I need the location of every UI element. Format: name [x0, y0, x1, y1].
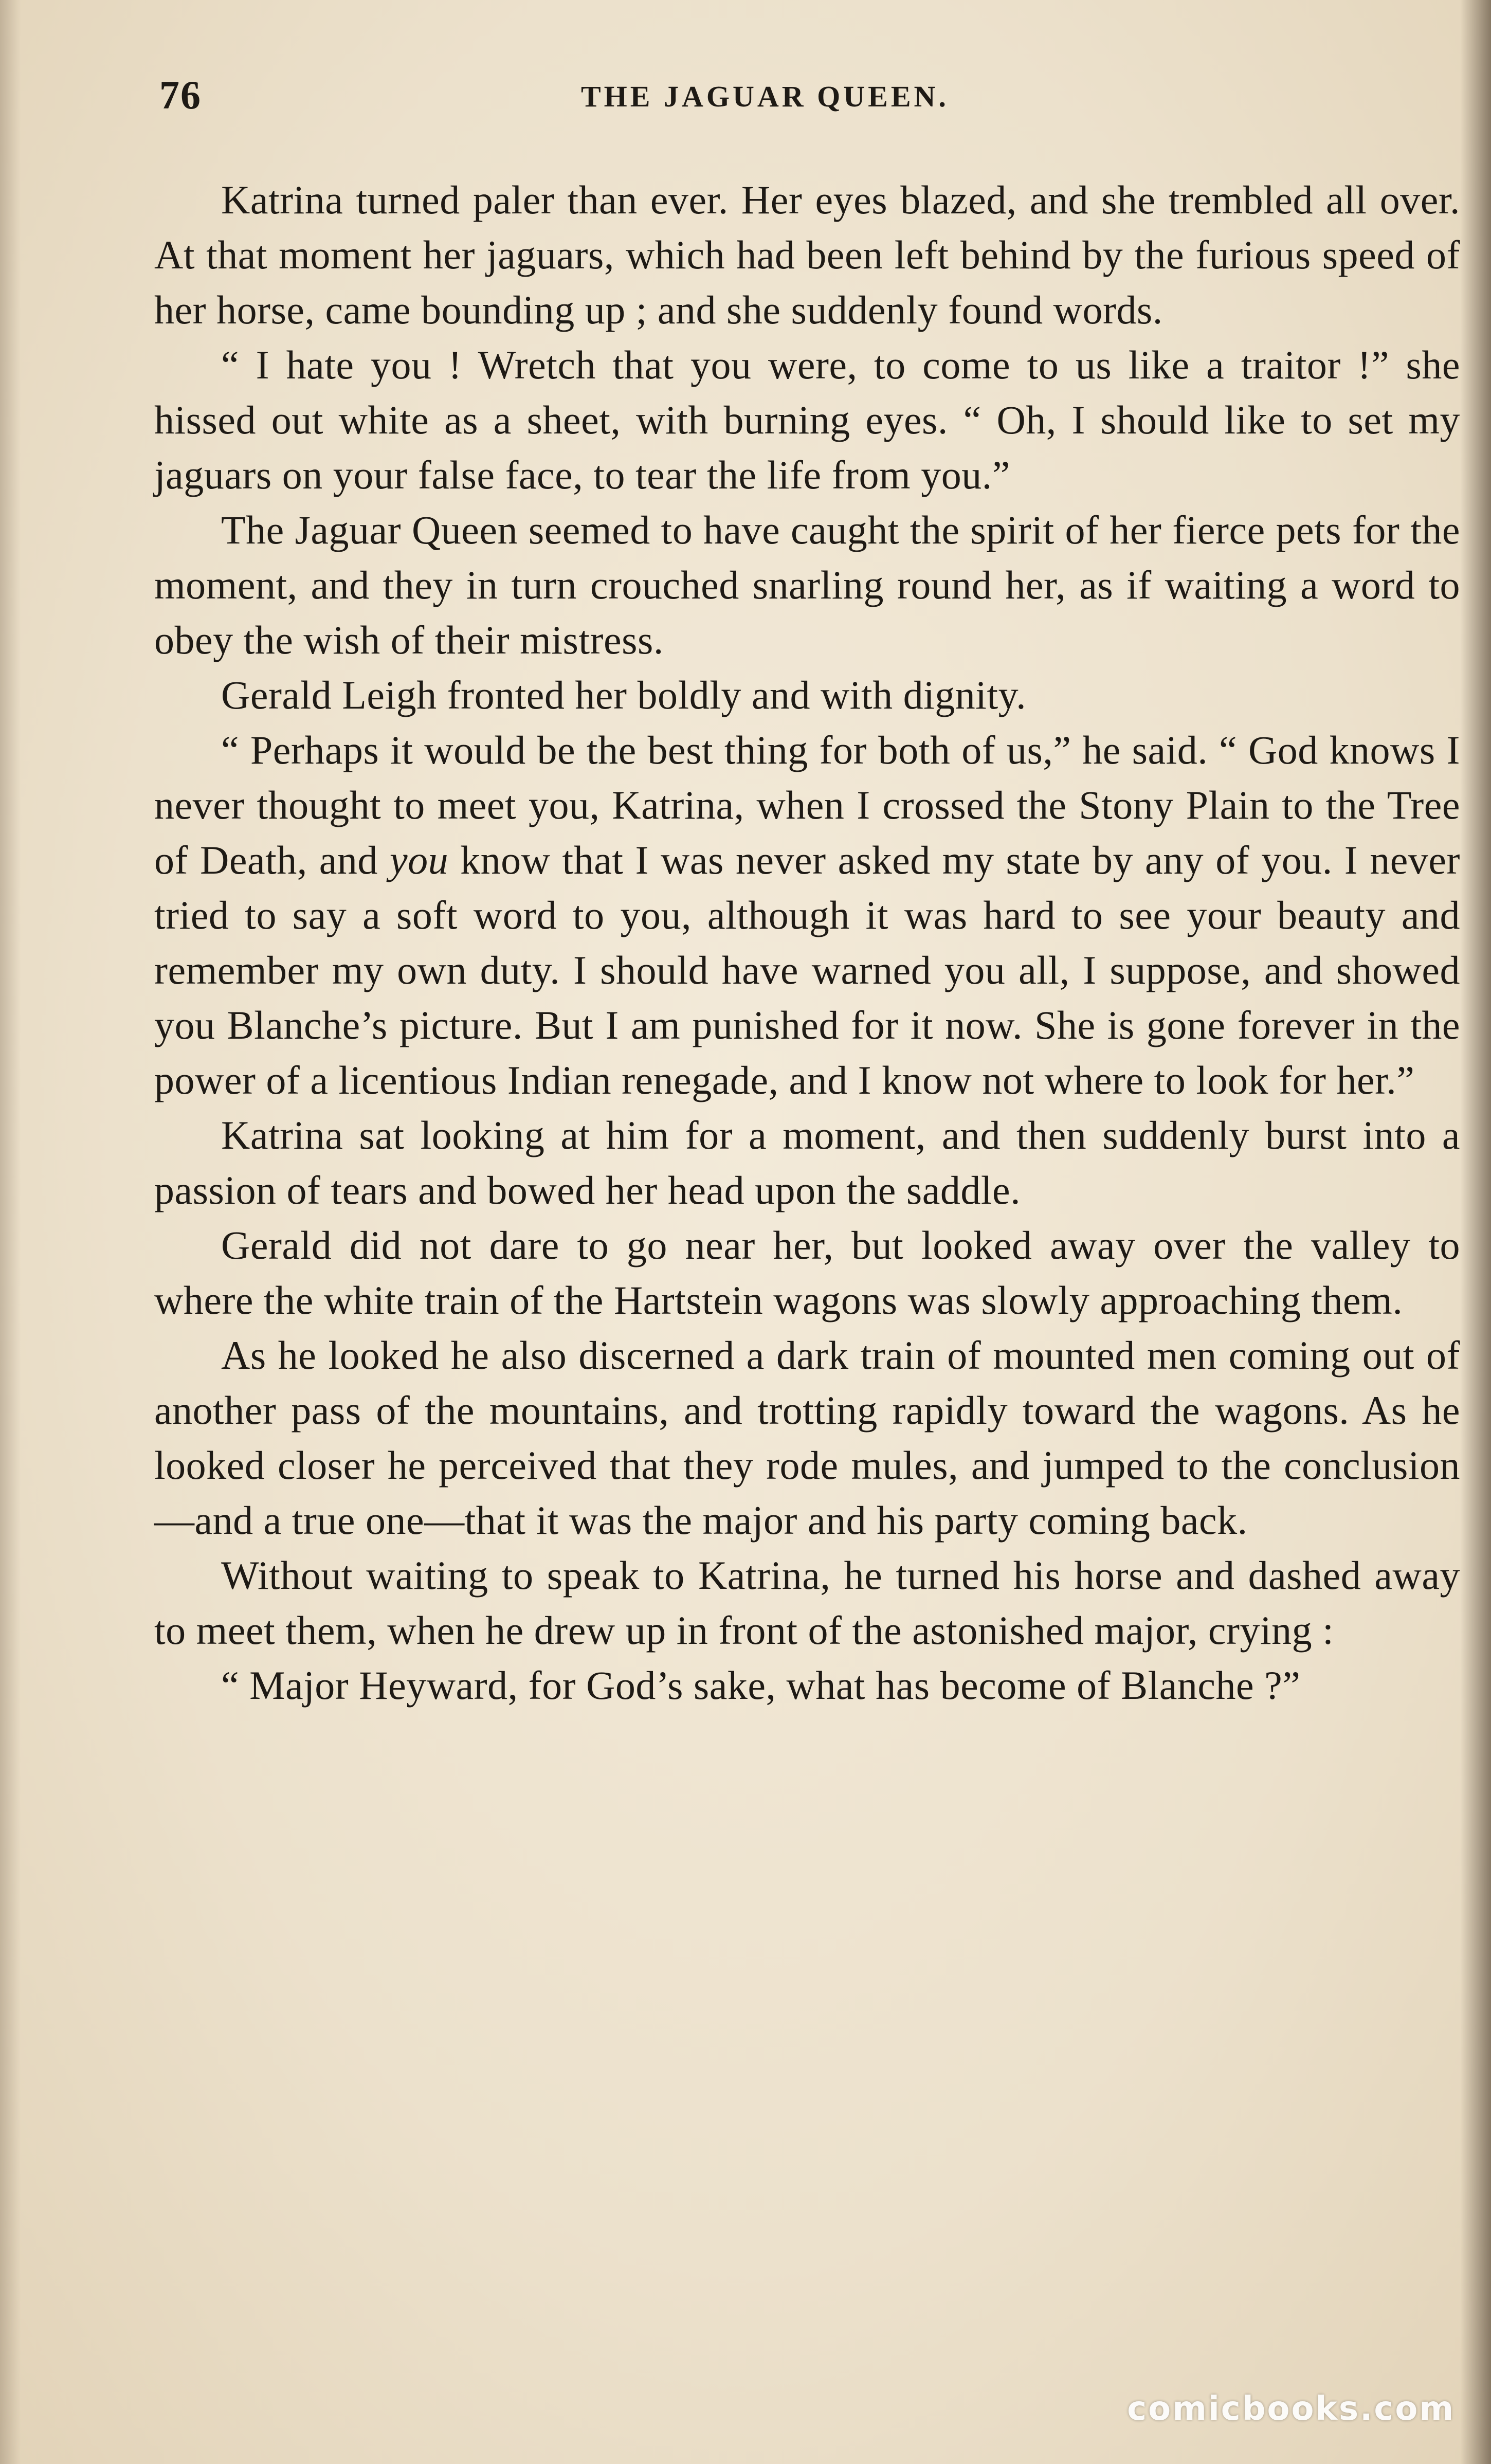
paragraph-part: “ Perhaps it would be the best thing for both of us,” he said. “ God knows I never thought to meet you, Katrina, when I crossed the Stony Plain to the Tree of Death, and [154, 728, 1460, 882]
running-head: THE JAGUAR QUEEN. [581, 80, 949, 113]
paragraph: Katrina sat looking at him for a moment, and then suddenly burst into a passion of tears and bowed her head upon the saddle. [154, 1113, 1460, 1212]
page-header [159, 72, 1455, 129]
paragraph: “ I hate you ! Wretch that you were, to come to us like a traitor !” she hissed out white as a sheet, with burning eyes. “ Oh, I should like to set my jaguars on your false face, to tear the life from you.” [154, 342, 1460, 497]
paragraph: Without waiting to speak to Katrina, he turned his horse and dashed away to meet them, when he drew up in front of the astonished major, crying : [154, 1553, 1460, 1653]
paragraph-speech-gerald [154, 722, 1460, 1108]
page-number: 76 [159, 73, 202, 117]
page-edge-shadow-right [1460, 0, 1491, 2464]
watermark: comicbooks.com [1127, 2390, 1455, 2428]
paragraph: The Jaguar Queen seemed to have caught the spirit of her fierce pets for the moment, and they in turn crouched snarling round her, as if waiting a word to obey the wish of their mistress. [154, 508, 1460, 662]
paragraph: As he looked he also discerned a dark train of mounted men coming out of another pass of the mountains, and trotting rapidly toward the wagons. As he looked closer he perceived that they rode mules, and jumped to the conclusion —and a true one—that it was the major and his party coming back. [154, 1333, 1460, 1543]
body-text [154, 172, 1460, 1713]
italic-word: you [389, 838, 449, 882]
paragraph-part: know that I was never asked my state by any of you. I never tried to say a soft word to you, although it was hard to see your beauty and remember my own duty. I should have warned you all, I suppose, and showed you Blanche’s picture. But I am punished for it now. She is gone forever in the power of a licentious Indian renegade, and I know not where to look for her.” [154, 838, 1461, 1102]
paragraph: Katrina turned paler than ever. Her eyes blazed, and she trembled all over. At that moment her jaguars, which had been left behind by the furious speed of her horse, came bounding up ; and she suddenly found words. [154, 177, 1460, 332]
paragraph: Gerald Leigh fronted her boldly and with dignity. [221, 673, 1027, 717]
page-edge-shadow-left [0, 0, 21, 2464]
paragraph: “ Major Heyward, for God’s sake, what has become of Blanche ?” [221, 1663, 1301, 1708]
paragraph: Gerald did not dare to go near her, but looked away over the valley to where the white train of the Hartstein wagons was slowly approaching them. [154, 1223, 1460, 1322]
